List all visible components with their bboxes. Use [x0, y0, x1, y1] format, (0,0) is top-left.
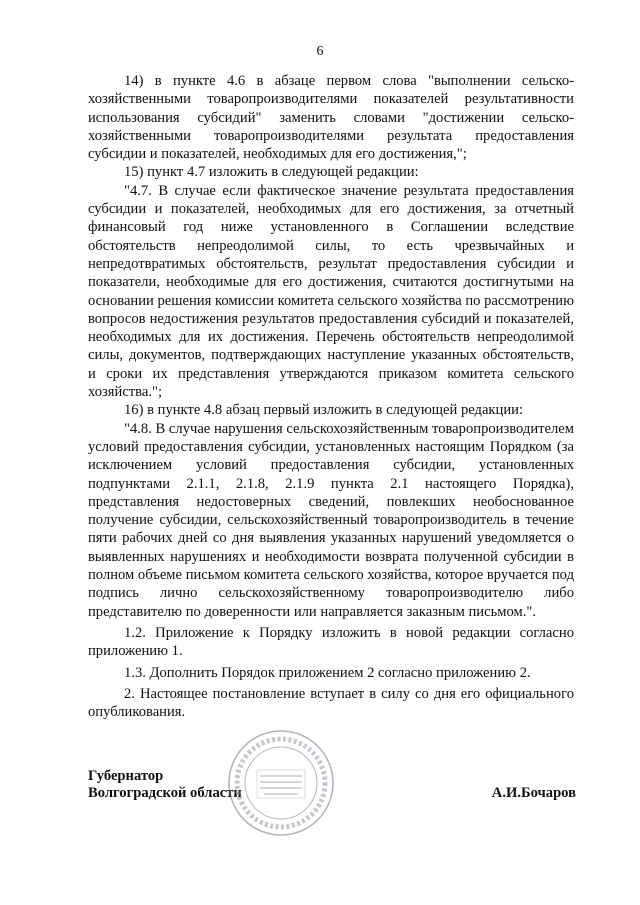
paragraph-1-2: 1.2. Приложение к Порядку изложить в новой редакции согласно приложению 1. [88, 624, 574, 660]
paragraph-15: 15) пункт 4.7 изложить в следующей редакции: [124, 164, 419, 181]
paragraph-16: 16) в пункте 4.8 абзац первый изложить в следующей редакции: [124, 402, 523, 419]
signatory-title [88, 768, 242, 802]
paragraph-4-7: "4.7. В случае если фактическое значение результата предоставления субсидии и показателей, необходимых для его достижения, за отчетный финансовый год ниже установленного в Соглашении вследствие обстоятельств непреодолимой силы, то есть чрезвычайных и непредотвратимых обстоятельств, результат предоставления субсидии и показатели, необходимые для его достижения, считаются достигнутыми на основании решения комиссии комитета сельского хозяйства по рассмотрению вопросов недостижения результатов предоставления субсидий и показателей, необходимых для их достижения. Перечень обстоятельств непреодолимой силы, документов, подтверждающих наступление указанных обстоятельств, и сроки их представления утверждаются приказом комитета сельского хозяйства."; [88, 182, 574, 401]
signatory-title-line2: Волгоградской области [88, 785, 242, 801]
signature-block [88, 764, 576, 844]
paragraph-4-8: "4.8. В случае нарушения сельскохозяйственным товаропроизводителем условий предоставления субсидии, установленных настоящим Порядком (за исключением условий предоставления субсидии, установленных подпунктами 2.1.1, 2.1.8, 2.1.9 пункта 2.1 настоящего Порядка), представления недостоверных сведений, повлекших необоснованное получение субсидии, сельскохозяйственный товаропроизводитель в течение пяти рабочих дней со дня выявления указанных нарушений уведомляется о выявленных нарушениях и необходимости возврата полученной субсидии в полном объеме письмом комитета сельского хозяйства, которое вручается под подпись лично сельскохозяйственному товаропроизводителю либо представителю по доверенности или направляется заказным письмом.". [88, 420, 574, 620]
page-number: 6 [316, 44, 324, 59]
paragraph-2: 2. Настоящее постановление вступает в силу со дня его официального опубликования. [88, 685, 574, 721]
paragraph-14: 14) в пункте 4.6 в абзаце первом слова "выполнении сельскохозяйственными товаропроизводителями показателей результативности использования субсидий" заменить словами "достижении сельскохозяйственными товаропроизводителями результата предоставления субсидии и показателей, необходимых для его достижения,"; [88, 73, 574, 163]
document-body [88, 72, 574, 721]
signatory-title-line1: Губернатор [88, 768, 164, 784]
signatory-name: А.И.Бочаров [491, 785, 576, 801]
official-stamp-seal [226, 728, 336, 838]
paragraph-1-3: 1.3. Дополнить Порядок приложением 2 согласно приложению 2. [124, 664, 531, 681]
